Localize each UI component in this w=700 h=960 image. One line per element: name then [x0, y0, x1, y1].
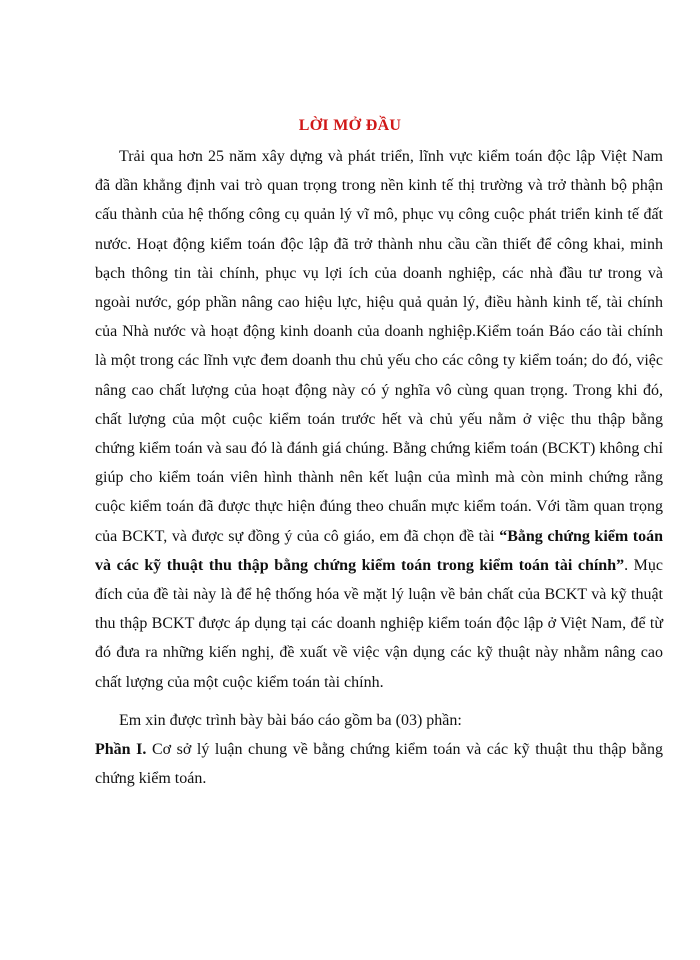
part1-text: Cơ sở lý luận chung về bằng chứng kiểm toán và các kỹ thuật thu thập bằng chứng kiểm toán.	[95, 741, 664, 788]
page-title: LỜI MỞ ĐẦU	[298, 117, 402, 134]
topic-title: “Bằng chứng kiểm toán và các kỹ thuật thu thập bằng chứng kiểm toán trong kiểm toán tài chính”	[95, 527, 663, 574]
document-body	[95, 142, 663, 793]
part1-paragraph	[95, 735, 663, 793]
intro-paragraph	[95, 142, 663, 697]
structure-intro-paragraph: Em xin được trình bày bài báo cáo gồm ba (03) phần:	[119, 711, 462, 729]
intro-text-part2: . Mục đích của đề tài này là để hệ thống hóa về mặt lý luận về bản chất của BCKT và kỹ thuật thu thập BCKT được áp dụng tại các doanh nghiệp kiểm toán độc lập ở Việt Nam, để từ đó đưa ra những kiến nghị, đề xuất về việc vận dụng các kỹ thuật này nhằm nâng cao chất lượng của một cuộc kiểm toán tài chính.	[95, 556, 664, 691]
part1-label: Phần I.	[95, 741, 147, 759]
intro-text-part1: Trải qua hơn 25 năm xây dựng và phát triển, lĩnh vực kiểm toán độc lập Việt Nam đã dần khẳng định vai trò quan trọng trong nền kinh tế thị trường và trở thành bộ phận cấu thành của hệ thống công cụ quản lý vĩ mô, phục vụ công cuộc phát triển kinh tế đất nước. Hoạt động kiểm toán độc lập đã trở thành nhu cầu cần thiết để công khai, minh bạch thông tin tài chính, phục vụ lợi ích của doanh nghiệp, các nhà đầu tư trong và ngoài nước, góp phần nâng cao hiệu lực, hiệu quả quản lý, điều hành kinh tế, tài chính của Nhà nước và hoạt động kinh doanh của doanh nghiệp.Kiểm toán Báo cáo tài chính là một trong các lĩnh vực đem doanh thu chủ yếu cho các công ty kiểm toán; do đó, việc nâng cao chất lượng của hoạt động này có ý nghĩa vô cùng quan trọng. Trong khi đó, chất lượng của một cuộc kiểm toán trước hết và chủ yếu nằm ở việc thu thập bằng chứng kiểm toán và sau đó là đánh giá chúng. Bằng chứng kiểm toán (BCKT) không chỉ giúp cho kiểm toán viên hình thành nên kết luận của mình mà còn minh chứng rằng cuộc kiểm toán đã được thực hiện đúng theo chuẩn mực kiểm toán. Với tầm quan trọng của BCKT, và được sự đồng ý của cô giáo, em đã chọn đề tài	[95, 148, 663, 545]
